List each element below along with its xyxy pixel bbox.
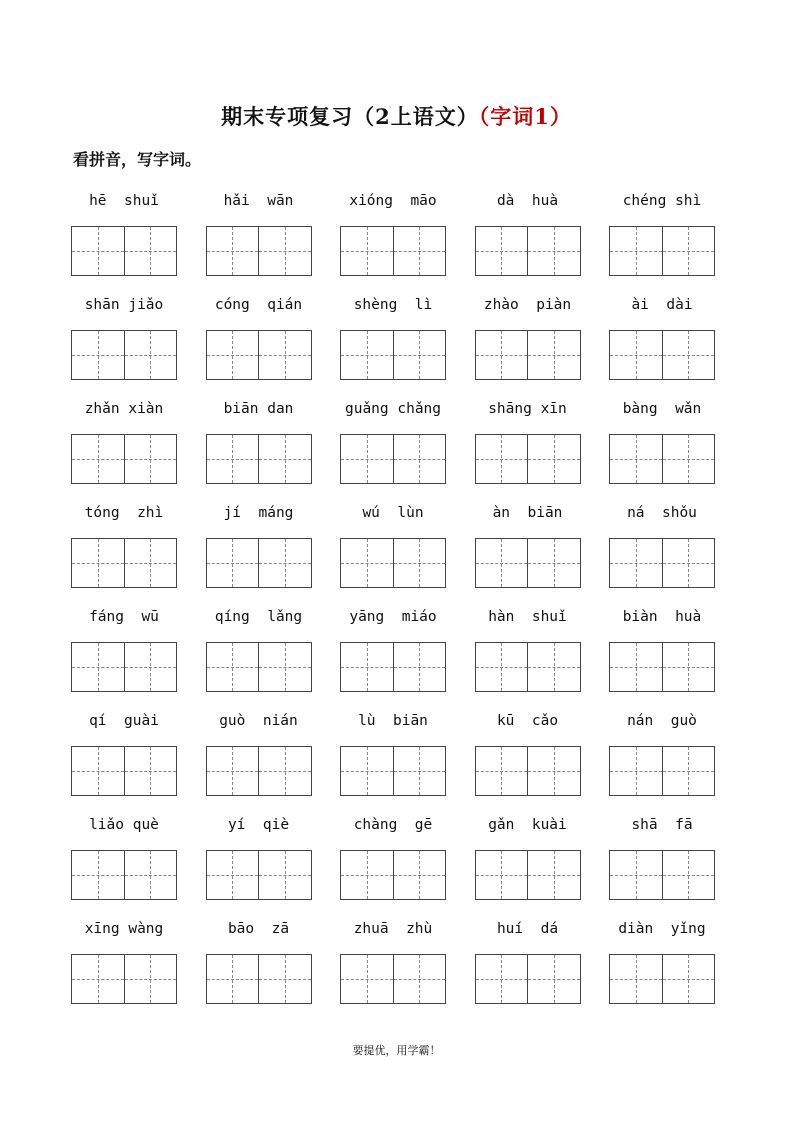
tian-zi-ge-box[interactable]: [662, 539, 715, 587]
writing-boxes: [475, 226, 581, 276]
tian-zi-ge-box[interactable]: [476, 227, 528, 275]
tian-zi-ge-box[interactable]: [72, 851, 124, 899]
exercise-item: [340, 916, 446, 994]
pinyin-label: hǎi wān: [223, 193, 294, 209]
tian-zi-ge-box[interactable]: [476, 643, 528, 691]
exercise-item: [71, 812, 177, 890]
writing-boxes: [340, 330, 446, 380]
pinyin-label: gǎn kuài: [488, 817, 567, 833]
pinyin-label: tóng zhì: [84, 505, 164, 521]
tian-zi-ge-box[interactable]: [610, 747, 662, 795]
writing-boxes: [71, 954, 177, 1004]
exercise-item: [71, 500, 177, 578]
tian-zi-ge-box[interactable]: [72, 955, 124, 1003]
tian-zi-ge-box[interactable]: [341, 747, 393, 795]
exercise-item: [475, 292, 581, 370]
tian-zi-ge-box[interactable]: [72, 435, 124, 483]
tian-zi-ge-box[interactable]: [124, 643, 177, 691]
tian-zi-ge-box[interactable]: [124, 955, 177, 1003]
exercise-item: [206, 500, 312, 578]
exercise-item: [475, 188, 581, 266]
exercise-item: [340, 188, 446, 266]
tian-zi-ge-box[interactable]: [393, 747, 446, 795]
tian-zi-ge-box[interactable]: [527, 851, 580, 899]
writing-boxes: [340, 746, 446, 796]
pinyin-label: ná shǒu: [627, 505, 697, 521]
tian-zi-ge-box[interactable]: [527, 227, 580, 275]
pinyin-label: hàn shuǐ: [488, 609, 567, 625]
exercise-item: [609, 500, 715, 578]
pinyin-label: qí guài: [89, 713, 159, 729]
tian-zi-ge-box[interactable]: [72, 331, 124, 379]
pinyin-label: bàng wǎn: [622, 401, 702, 417]
pinyin-label: cóng qián: [214, 297, 303, 313]
pinyin-label: xīng wàng: [84, 921, 164, 937]
exercise-item: [475, 916, 581, 994]
pinyin-label: zhuā zhù: [353, 921, 433, 937]
pinyin-label: dà huà: [496, 193, 559, 209]
tian-zi-ge-box[interactable]: [662, 851, 715, 899]
tian-zi-ge-box[interactable]: [476, 331, 528, 379]
writing-boxes: [609, 954, 715, 1004]
pinyin-label: zhǎn xiàn: [84, 401, 164, 417]
writing-boxes: [475, 642, 581, 692]
tian-zi-ge-box[interactable]: [258, 643, 311, 691]
exercise-item: [475, 812, 581, 890]
pinyin-label: wú lùn: [362, 505, 424, 521]
writing-boxes: [609, 642, 715, 692]
writing-boxes: [71, 850, 177, 900]
pinyin-label: shān jiǎo: [84, 297, 164, 313]
writing-boxes: [475, 434, 581, 484]
writing-boxes: [340, 434, 446, 484]
pinyin-label: biān dan: [223, 401, 294, 417]
exercise-item: [340, 292, 446, 370]
writing-boxes: [340, 538, 446, 588]
tian-zi-ge-box[interactable]: [258, 747, 311, 795]
writing-boxes: [340, 954, 446, 1004]
pinyin-label: diàn yǐng: [618, 921, 706, 937]
exercise-item: [609, 604, 715, 682]
exercise-item: [206, 812, 312, 890]
exercise-item: [609, 188, 715, 266]
writing-boxes: [609, 226, 715, 276]
exercise-item: [340, 500, 446, 578]
exercise-item: [475, 396, 581, 474]
tian-zi-ge-box[interactable]: [207, 955, 259, 1003]
writing-boxes: [475, 330, 581, 380]
tian-zi-ge-box[interactable]: [72, 227, 124, 275]
pinyin-label: shā fā: [631, 817, 693, 833]
tian-zi-ge-box[interactable]: [393, 643, 446, 691]
page-title: [0, 101, 793, 131]
pinyin-label: yí qiè: [227, 817, 290, 833]
tian-zi-ge-box[interactable]: [662, 227, 715, 275]
exercise-item: [340, 708, 446, 786]
tian-zi-ge-box[interactable]: [207, 435, 259, 483]
exercise-item: [609, 292, 715, 370]
tian-zi-ge-box[interactable]: [207, 227, 259, 275]
exercise-item: [475, 604, 581, 682]
tian-zi-ge-box[interactable]: [341, 539, 393, 587]
tian-zi-ge-box[interactable]: [610, 331, 662, 379]
writing-boxes: [71, 434, 177, 484]
pinyin-label: xióng māo: [349, 193, 437, 209]
pinyin-label: ài dài: [631, 297, 693, 313]
exercise-item: [71, 604, 177, 682]
exercise-item: [609, 708, 715, 786]
tian-zi-ge-box[interactable]: [610, 227, 662, 275]
tian-zi-ge-box[interactable]: [207, 539, 259, 587]
pinyin-label: bāo zā: [227, 921, 290, 937]
writing-boxes: [71, 746, 177, 796]
pinyin-label: shèng lì: [353, 297, 433, 313]
tian-zi-ge-box[interactable]: [258, 435, 311, 483]
tian-zi-ge-box[interactable]: [341, 435, 393, 483]
pinyin-label: kū cǎo: [496, 713, 559, 729]
tian-zi-ge-box[interactable]: [476, 747, 528, 795]
tian-zi-ge-box[interactable]: [527, 539, 580, 587]
tian-zi-ge-box[interactable]: [610, 955, 662, 1003]
tian-zi-ge-box[interactable]: [341, 227, 393, 275]
pinyin-label: fáng wū: [89, 609, 159, 625]
writing-boxes: [340, 850, 446, 900]
writing-boxes: [609, 434, 715, 484]
tian-zi-ge-box[interactable]: [527, 435, 580, 483]
tian-zi-ge-box[interactable]: [207, 643, 259, 691]
tian-zi-ge-box[interactable]: [72, 539, 124, 587]
writing-boxes: [340, 642, 446, 692]
tian-zi-ge-box[interactable]: [476, 851, 528, 899]
writing-boxes: [475, 538, 581, 588]
writing-boxes: [609, 850, 715, 900]
footer-slogan: 要提优，用学霸！: [352, 1044, 441, 1057]
writing-boxes: [206, 850, 312, 900]
tian-zi-ge-box[interactable]: [610, 435, 662, 483]
instruction-text: 看拼音，写字词。: [73, 150, 202, 169]
tian-zi-ge-box[interactable]: [393, 955, 446, 1003]
tian-zi-ge-box[interactable]: [527, 643, 580, 691]
tian-zi-ge-box[interactable]: [258, 955, 311, 1003]
title-accent: （字词1）: [478, 104, 572, 129]
writing-boxes: [71, 642, 177, 692]
exercise-item: [206, 604, 312, 682]
pinyin-label: qíng lǎng: [214, 609, 303, 625]
tian-zi-ge-box[interactable]: [72, 643, 124, 691]
pinyin-label: lù biān: [358, 713, 428, 729]
writing-boxes: [206, 954, 312, 1004]
writing-boxes: [475, 954, 581, 1004]
pinyin-label: shāng xīn: [488, 401, 567, 417]
tian-zi-ge-box[interactable]: [527, 331, 580, 379]
exercise-item: [340, 396, 446, 474]
tian-zi-ge-box[interactable]: [610, 643, 662, 691]
tian-zi-ge-box[interactable]: [258, 539, 311, 587]
tian-zi-ge-box[interactable]: [610, 539, 662, 587]
pinyin-label: yāng miáo: [349, 609, 437, 625]
writing-boxes: [206, 330, 312, 380]
tian-zi-ge-box[interactable]: [527, 955, 580, 1003]
tian-zi-ge-box[interactable]: [124, 851, 177, 899]
writing-boxes: [206, 434, 312, 484]
tian-zi-ge-box[interactable]: [258, 331, 311, 379]
tian-zi-ge-box[interactable]: [72, 747, 124, 795]
pinyin-label: chéng shì: [622, 193, 702, 209]
pinyin-label: nán guò: [627, 713, 697, 729]
tian-zi-ge-box[interactable]: [662, 435, 715, 483]
pinyin-label: biàn huà: [622, 609, 702, 625]
tian-zi-ge-box[interactable]: [527, 747, 580, 795]
writing-boxes: [206, 226, 312, 276]
tian-zi-ge-box[interactable]: [393, 331, 446, 379]
tian-zi-ge-box[interactable]: [207, 851, 259, 899]
tian-zi-ge-box[interactable]: [207, 747, 259, 795]
writing-boxes: [71, 538, 177, 588]
tian-zi-ge-box[interactable]: [124, 747, 177, 795]
writing-boxes: [206, 746, 312, 796]
tian-zi-ge-box[interactable]: [393, 227, 446, 275]
pinyin-label: jí máng: [223, 505, 294, 521]
writing-boxes: [475, 746, 581, 796]
tian-zi-ge-box[interactable]: [341, 331, 393, 379]
exercise-item: [71, 396, 177, 474]
pinyin-label: zhào piàn: [483, 297, 572, 313]
tian-zi-ge-box[interactable]: [476, 539, 528, 587]
tian-zi-ge-box[interactable]: [393, 435, 446, 483]
exercise-item: [71, 916, 177, 994]
tian-zi-ge-box[interactable]: [207, 331, 259, 379]
writing-boxes: [206, 642, 312, 692]
tian-zi-ge-box[interactable]: [476, 435, 528, 483]
tian-zi-ge-box[interactable]: [124, 331, 177, 379]
writing-boxes: [609, 746, 715, 796]
writing-boxes: [475, 850, 581, 900]
pinyin-label: chàng gē: [353, 817, 433, 833]
writing-boxes: [71, 330, 177, 380]
exercise-item: [609, 916, 715, 994]
exercise-item: [206, 708, 312, 786]
tian-zi-ge-box[interactable]: [393, 851, 446, 899]
exercise-item: [609, 396, 715, 474]
exercise-item: [340, 604, 446, 682]
tian-zi-ge-box[interactable]: [258, 227, 311, 275]
exercise-item: [206, 916, 312, 994]
tian-zi-ge-box[interactable]: [258, 851, 311, 899]
exercise-item: [206, 396, 312, 474]
writing-boxes: [71, 226, 177, 276]
writing-boxes: [206, 538, 312, 588]
pinyin-label: liǎo què: [89, 817, 159, 833]
exercise-grid: [71, 188, 712, 994]
pinyin-label: huí dá: [496, 921, 559, 937]
exercise-item: [71, 708, 177, 786]
pinyin-label: guò nián: [219, 713, 298, 729]
pinyin-label: àn biān: [492, 505, 563, 521]
writing-boxes: [609, 538, 715, 588]
exercise-item: [609, 812, 715, 890]
tian-zi-ge-box[interactable]: [341, 955, 393, 1003]
tian-zi-ge-box[interactable]: [341, 851, 393, 899]
tian-zi-ge-box[interactable]: [662, 747, 715, 795]
tian-zi-ge-box[interactable]: [124, 539, 177, 587]
writing-boxes: [340, 226, 446, 276]
exercise-item: [340, 812, 446, 890]
exercise-item: [71, 292, 177, 370]
writing-boxes: [609, 330, 715, 380]
exercise-item: [206, 188, 312, 266]
tian-zi-ge-box[interactable]: [662, 955, 715, 1003]
tian-zi-ge-box[interactable]: [662, 331, 715, 379]
title-main: 期末专项复习（2上语文）: [221, 104, 479, 129]
pinyin-label: guǎng chǎng: [344, 401, 442, 417]
tian-zi-ge-box[interactable]: [610, 851, 662, 899]
tian-zi-ge-box[interactable]: [476, 955, 528, 1003]
tian-zi-ge-box[interactable]: [124, 227, 177, 275]
pinyin-label: hē shuǐ: [89, 193, 159, 209]
tian-zi-ge-box[interactable]: [124, 435, 177, 483]
tian-zi-ge-box[interactable]: [662, 643, 715, 691]
exercise-item: [475, 708, 581, 786]
exercise-item: [206, 292, 312, 370]
exercise-item: [71, 188, 177, 266]
tian-zi-ge-box[interactable]: [393, 539, 446, 587]
tian-zi-ge-box[interactable]: [341, 643, 393, 691]
exercise-item: [475, 500, 581, 578]
